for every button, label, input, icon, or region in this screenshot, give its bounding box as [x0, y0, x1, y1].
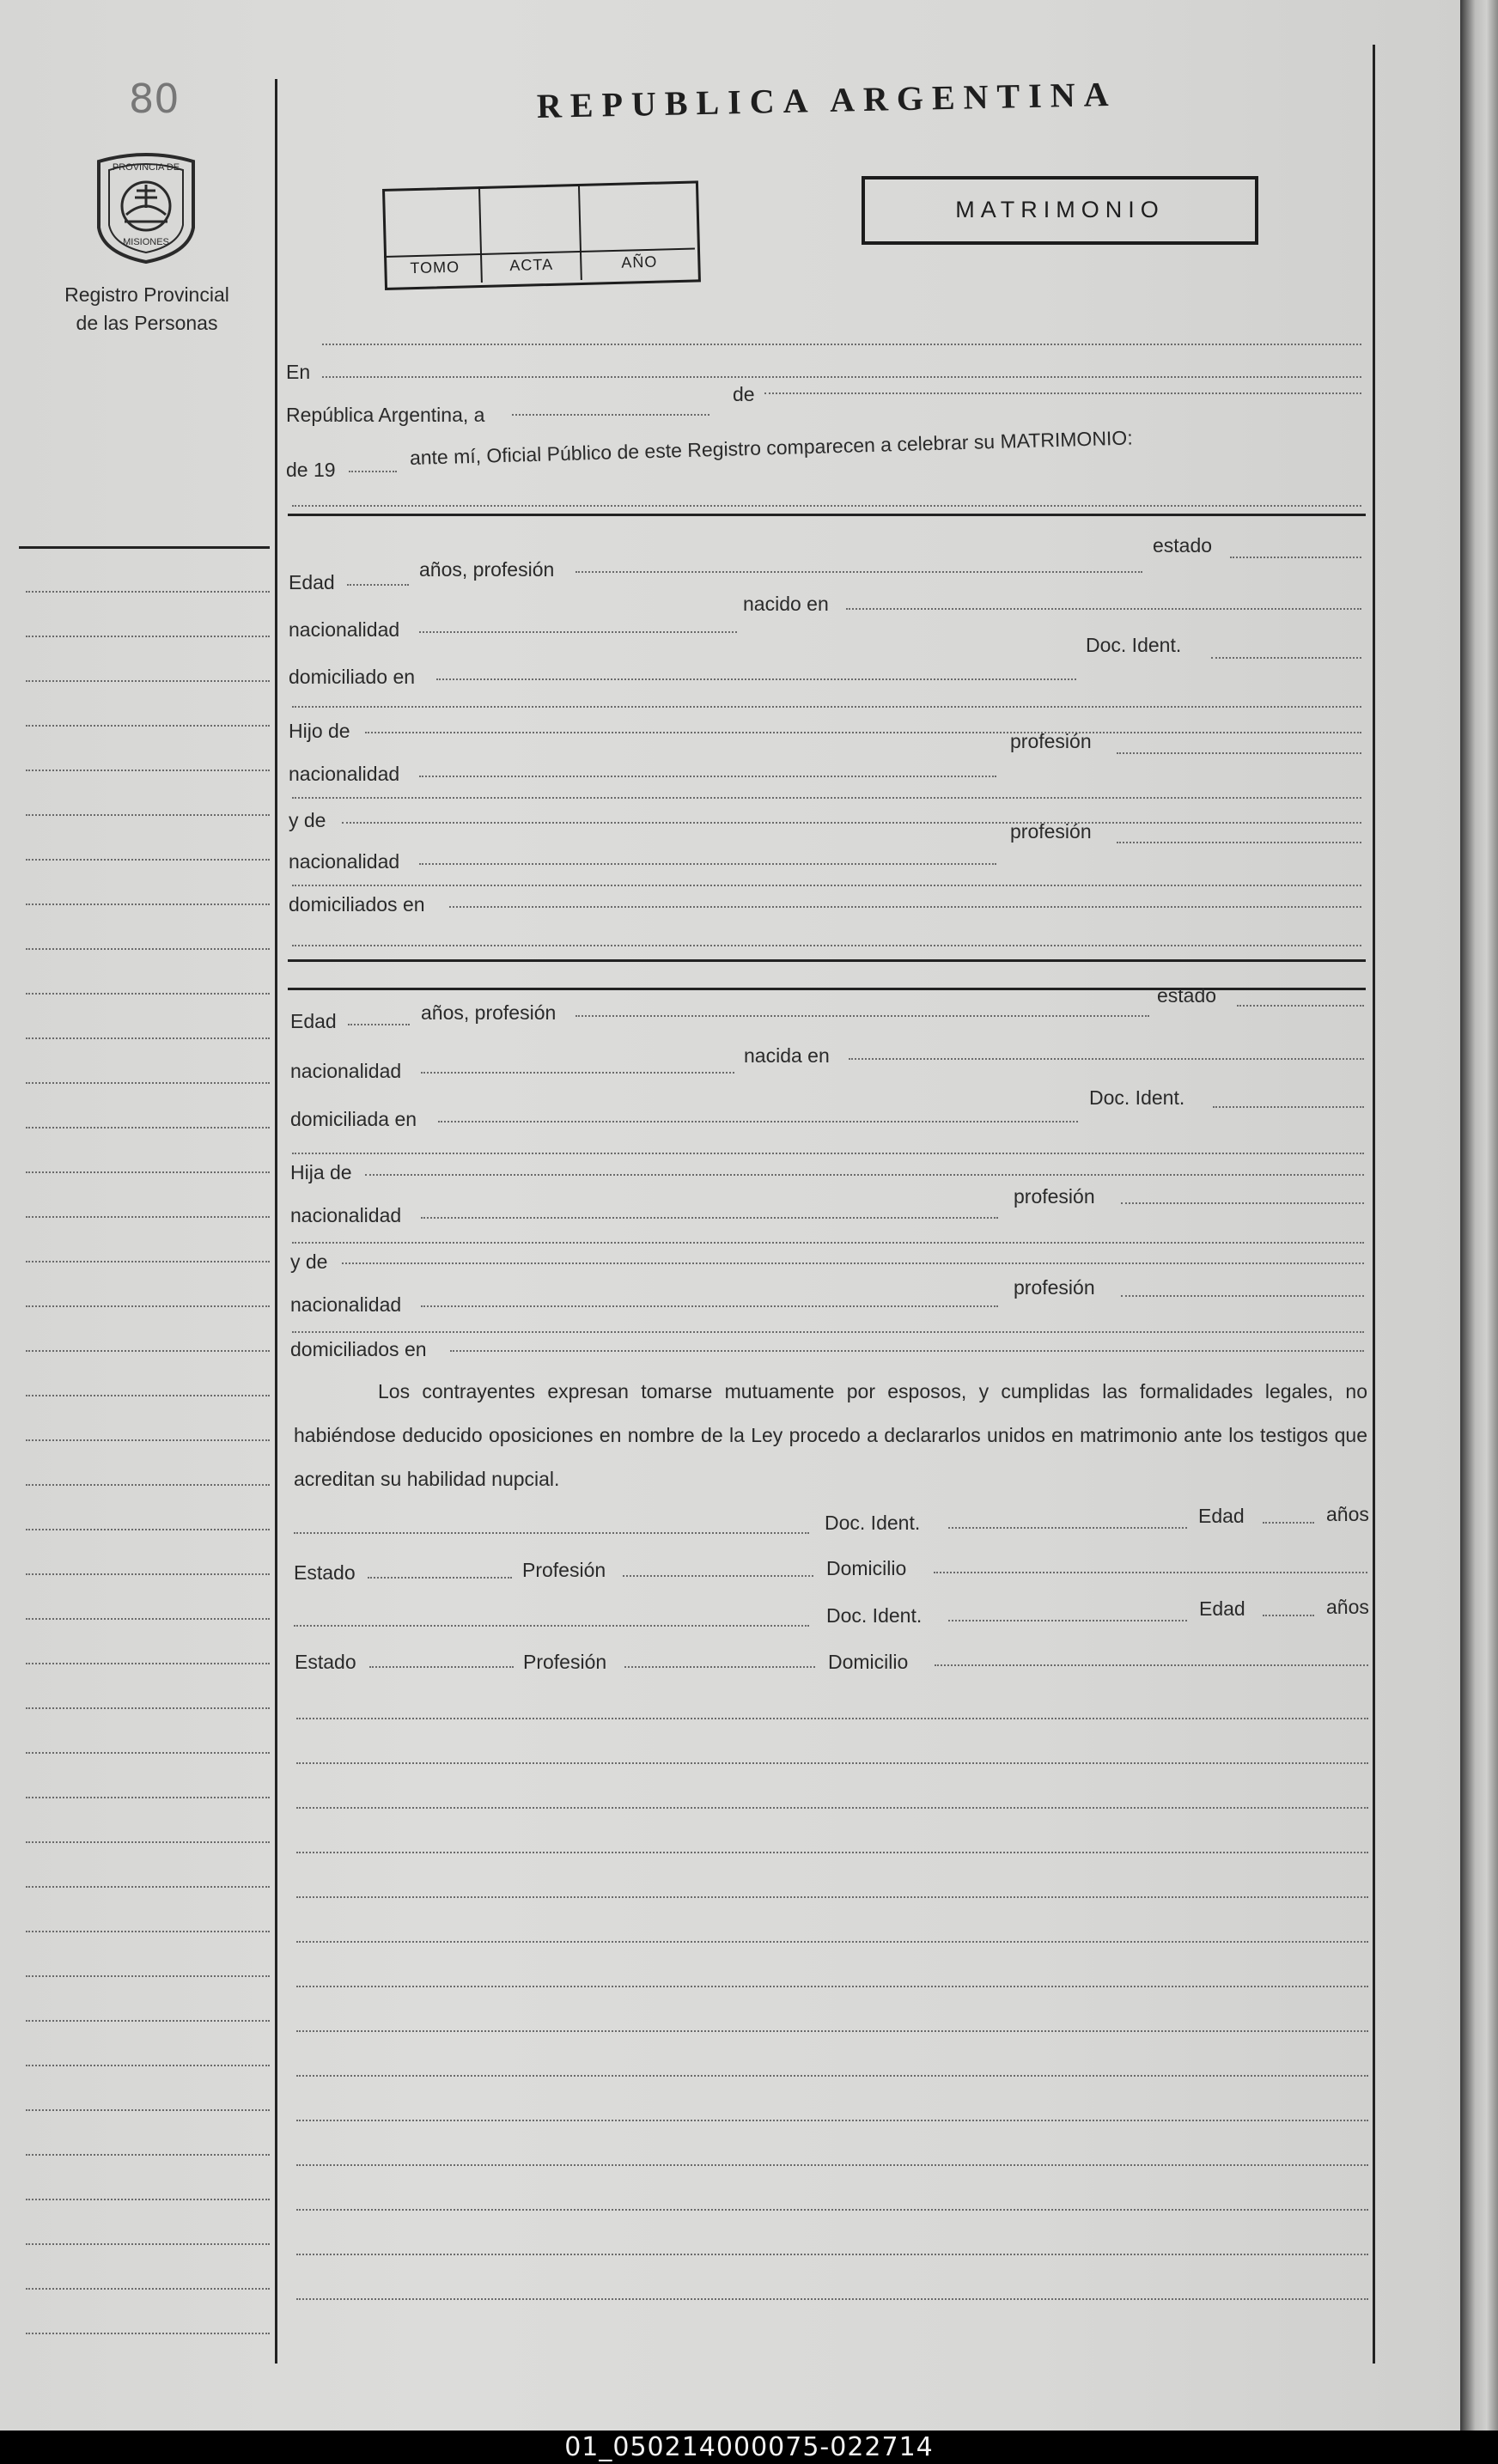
witness-2-name-field[interactable]: [294, 1625, 809, 1627]
bride-doc-ident-label: Doc. Ident.: [1089, 1086, 1185, 1109]
groom-nacionalidad-field[interactable]: [419, 631, 737, 633]
witness-1-doc-ident-label: Doc. Ident.: [825, 1512, 921, 1534]
page-title: REPUBLICA ARGENTINA: [536, 74, 1117, 125]
day-field[interactable]: [512, 414, 709, 416]
groom-mother-extra-line[interactable]: [292, 885, 1361, 886]
anio-label: AÑO: [621, 252, 658, 271]
comparecen-text: ante mí, Oficial Público de este Registro comparecen a celebrar su MATRIMONIO:: [409, 426, 1133, 469]
margin-note-line[interactable]: [26, 770, 270, 771]
witness-2-profesion-field[interactable]: [624, 1666, 815, 1668]
groom-domicilio-field[interactable]: [436, 678, 1076, 680]
witness-2-edad-label: Edad: [1199, 1597, 1245, 1620]
margin-note-line[interactable]: [26, 2154, 270, 2156]
margin-note-line[interactable]: [26, 1975, 270, 1977]
right-vertical-rule: [1373, 45, 1375, 2364]
witness-2-estado-field[interactable]: [369, 1666, 514, 1668]
groom-nacido-en-label: nacido en: [743, 593, 829, 615]
bride-nacionalidad-label: nacionalidad: [290, 1060, 402, 1082]
groom-mother-nacionalidad-field[interactable]: [419, 863, 996, 865]
groom-estado-field[interactable]: [1230, 557, 1361, 558]
margin-vertical-rule: [275, 79, 277, 2364]
bride-profesion-2-label: profesión: [1014, 1276, 1095, 1299]
margin-note-line[interactable]: [26, 591, 270, 593]
bride-y-de-label: y de: [290, 1250, 328, 1273]
groom-parents-domicilio-field[interactable]: [449, 906, 1361, 908]
registry-line-1: Registro Provincial: [64, 283, 229, 306]
margin-note-line[interactable]: [26, 1261, 270, 1262]
witness-2-profesion-label: Profesión: [523, 1651, 607, 1673]
witness-1-edad-label: Edad: [1198, 1505, 1245, 1527]
declaration-text: Los contrayentes expresan tomarse mutuamente por esposos, y cumplidas las formalidades legales, no habiéndose deducido oposiciones en nombre de la Ley procedo a declararlos unidos en matrimonio ante los testigos que acreditan su habilidad nupcial.: [294, 1380, 1367, 1490]
note-line[interactable]: [296, 2075, 1368, 2077]
groom-edad-field[interactable]: [347, 584, 409, 586]
margin-note-line[interactable]: [26, 859, 270, 861]
groom-y-de-label: y de: [289, 809, 326, 831]
margin-note-line[interactable]: [26, 1931, 270, 1932]
margin-note-line[interactable]: [26, 1529, 270, 1530]
margin-note-line[interactable]: [26, 2199, 270, 2200]
margin-note-line[interactable]: [26, 1439, 270, 1441]
margin-note-line[interactable]: [26, 1797, 270, 1798]
groom-profesion-2-label: profesión: [1010, 820, 1092, 843]
bride-estado-label: estado: [1157, 984, 1217, 1007]
groom-father-profesion-field[interactable]: [1117, 752, 1361, 754]
groom-estado-label: estado: [1153, 534, 1213, 557]
margin-note-line[interactable]: [26, 2288, 270, 2290]
witness-1-profesion-label: Profesión: [522, 1559, 606, 1581]
witness-2-domicilio-label: Domicilio: [828, 1651, 909, 1673]
note-line[interactable]: [296, 2209, 1368, 2211]
margin-note-line[interactable]: [26, 1707, 270, 1709]
margin-note-line[interactable]: [26, 1216, 270, 1218]
groom-parents-domicilio-field-2[interactable]: [292, 945, 1361, 946]
margin-note-line[interactable]: [26, 1305, 270, 1307]
witness-1-doc-ident-field[interactable]: [948, 1527, 1187, 1529]
witness-1-estado-label: Estado: [294, 1561, 356, 1584]
witness-2-doc-ident-field[interactable]: [948, 1620, 1187, 1621]
bride-domiciliada-label: domiciliada en: [290, 1108, 417, 1130]
seal-top-text: PROVINCIA DE: [112, 162, 180, 173]
tomo-label: TOMO: [410, 258, 460, 277]
groom-father-nacionalidad-field[interactable]: [419, 776, 996, 777]
note-line[interactable]: [296, 1807, 1368, 1809]
tomo-cell[interactable]: [382, 186, 483, 285]
margin-note-line[interactable]: [26, 725, 270, 727]
record-type-box: MATRIMONIO: [862, 176, 1258, 245]
anio-cell[interactable]: [580, 181, 694, 280]
margin-note-line[interactable]: [26, 1171, 270, 1173]
margin-note-line[interactable]: [26, 1484, 270, 1486]
place-field[interactable]: [322, 376, 1361, 378]
bride-profesion-field[interactable]: [575, 1015, 1149, 1017]
margin-note-line[interactable]: [26, 2109, 270, 2111]
groom-nacionalidad-2-label: nacionalidad: [289, 763, 400, 785]
witness-1-domicilio-label: Domicilio: [826, 1557, 907, 1579]
groom-section-rule: [288, 514, 1366, 516]
note-line[interactable]: [296, 2120, 1368, 2121]
groom-father-extra-line[interactable]: [292, 797, 1361, 799]
bride-mother-nacionalidad-field[interactable]: [421, 1305, 998, 1307]
bride-hija-de-label: Hija de: [290, 1161, 352, 1183]
groom-nacido-en-field[interactable]: [846, 608, 1361, 610]
groom-domiciliados-label: domiciliados en: [289, 893, 425, 916]
bride-nacida-en-field[interactable]: [849, 1058, 1364, 1060]
margin-note-line[interactable]: [26, 2333, 270, 2334]
note-line[interactable]: [296, 2298, 1368, 2300]
bride-estado-field[interactable]: [1237, 1005, 1364, 1007]
bride-domicilio-field-2[interactable]: [292, 1153, 1364, 1154]
margin-note-line[interactable]: [26, 1886, 270, 1888]
margin-note-line[interactable]: [26, 1037, 270, 1039]
bride-nacionalidad-3-label: nacionalidad: [290, 1293, 402, 1316]
bride-father-profesion-field[interactable]: [1121, 1202, 1364, 1204]
bride-parents-domicilio-field[interactable]: [450, 1350, 1364, 1352]
bride-father-field[interactable]: [365, 1174, 1364, 1176]
groom-mother-profesion-field[interactable]: [1117, 842, 1361, 843]
bride-edad-field[interactable]: [348, 1024, 410, 1025]
margin-note-line[interactable]: [26, 1841, 270, 1843]
witness-2-edad-field[interactable]: [1263, 1615, 1314, 1616]
groom-profesion-field[interactable]: [575, 571, 1142, 573]
note-line[interactable]: [296, 1896, 1368, 1898]
groom-domiciliado-label: domiciliado en: [289, 666, 416, 688]
witness-1-edad-field[interactable]: [1263, 1522, 1314, 1524]
margin-note-line[interactable]: [26, 1663, 270, 1664]
header-extra-line[interactable]: [292, 505, 1361, 507]
witness-2-domicilio-field[interactable]: [935, 1664, 1368, 1666]
margin-note-line[interactable]: [26, 636, 270, 637]
groom-hijo-de-label: Hijo de: [289, 720, 350, 742]
groom-father-field[interactable]: [365, 732, 1361, 733]
registry-line-2: de las Personas: [76, 312, 218, 334]
groom-edad-label: Edad: [289, 571, 335, 593]
bride-nacionalidad-2-label: nacionalidad: [290, 1204, 402, 1226]
margin-note-line[interactable]: [26, 1350, 270, 1352]
bride-profesion-1-label: profesión: [1014, 1185, 1095, 1208]
groom-nacionalidad-label: nacionalidad: [289, 618, 400, 641]
bride-anos-profesion-label: años, profesión: [421, 1001, 557, 1024]
acta-label: ACTA: [509, 255, 554, 275]
de-label: de: [733, 383, 755, 405]
margin-note-line[interactable]: [26, 1395, 270, 1396]
witness-1-estado-field[interactable]: [368, 1577, 512, 1579]
margin-note-line[interactable]: [26, 1573, 270, 1575]
groom-mother-field[interactable]: [342, 822, 1361, 824]
bride-doc-ident-field[interactable]: [1213, 1106, 1364, 1108]
bride-mother-extra-line[interactable]: [292, 1331, 1364, 1333]
bride-mother-profesion-field[interactable]: [1121, 1295, 1364, 1297]
note-line[interactable]: [296, 1986, 1368, 1987]
note-line[interactable]: [296, 2254, 1368, 2255]
republica-label: República Argentina, a: [286, 404, 485, 426]
groom-profesion-1-label: profesión: [1010, 730, 1092, 752]
year-field[interactable]: [349, 471, 397, 472]
page-edge: [1460, 0, 1498, 2431]
groom-doc-ident-field[interactable]: [1211, 657, 1361, 659]
groom-domicilio-field-2[interactable]: [292, 706, 1361, 708]
note-line[interactable]: [296, 2164, 1368, 2166]
margin-note-line[interactable]: [26, 814, 270, 816]
margin-note-line[interactable]: [26, 903, 270, 905]
bride-father-nacionalidad-field[interactable]: [421, 1217, 998, 1219]
margin-note-line[interactable]: [26, 680, 270, 682]
note-line[interactable]: [296, 1852, 1368, 1853]
note-line[interactable]: [296, 1718, 1368, 1719]
en-label: En: [286, 361, 311, 383]
scan-id-footer: 01_050214000075-022714: [0, 2431, 1498, 2464]
groom-anos-profesion-label: años, profesión: [419, 558, 555, 581]
note-line[interactable]: [296, 1762, 1368, 1764]
month-field[interactable]: [764, 392, 1361, 394]
margin-note-line[interactable]: [26, 1752, 270, 1754]
margin-note-line[interactable]: [26, 2243, 270, 2245]
note-line[interactable]: [296, 1941, 1368, 1943]
bride-section-rule-1: [288, 959, 1366, 962]
provincial-seal-icon: [82, 146, 210, 266]
bride-mother-field[interactable]: [342, 1262, 1364, 1264]
bride-nacionalidad-field[interactable]: [421, 1072, 734, 1074]
year-prefix-label: de 19: [286, 459, 336, 481]
margin-note-line[interactable]: [26, 948, 270, 950]
place-line[interactable]: [322, 344, 1361, 345]
page-number: 80: [129, 76, 180, 122]
margin-note-line[interactable]: [26, 1127, 270, 1129]
margin-note-line[interactable]: [26, 1082, 270, 1084]
margin-note-line[interactable]: [26, 2065, 270, 2066]
witness-1-domicilio-field[interactable]: [934, 1572, 1367, 1573]
bride-domiciliados-label: domiciliados en: [290, 1338, 427, 1360]
groom-doc-ident-label: Doc. Ident.: [1086, 634, 1182, 656]
groom-nacionalidad-3-label: nacionalidad: [289, 850, 400, 873]
margin-note-line[interactable]: [26, 1618, 270, 1620]
margin-note-line[interactable]: [26, 2020, 270, 2022]
witness-2-doc-ident-label: Doc. Ident.: [826, 1604, 923, 1627]
witness-2-anos-label: años: [1326, 1596, 1369, 1618]
witness-2-estado-label: Estado: [295, 1651, 356, 1673]
reference-table: [382, 180, 699, 309]
margin-note-line[interactable]: [26, 993, 270, 995]
bride-nacida-en-label: nacida en: [744, 1044, 830, 1067]
note-line[interactable]: [296, 2030, 1368, 2032]
acta-cell[interactable]: [480, 184, 582, 283]
bride-edad-label: Edad: [290, 1010, 337, 1032]
bride-father-extra-line[interactable]: [292, 1242, 1364, 1244]
seal-bottom-text: MISIONES: [123, 237, 169, 247]
witness-1-profesion-field[interactable]: [623, 1575, 813, 1577]
bride-domicilio-field[interactable]: [438, 1121, 1078, 1122]
witness-1-anos-label: años: [1326, 1503, 1369, 1525]
margin-top-rule: [19, 546, 270, 549]
witness-1-name-field[interactable]: [294, 1532, 809, 1534]
